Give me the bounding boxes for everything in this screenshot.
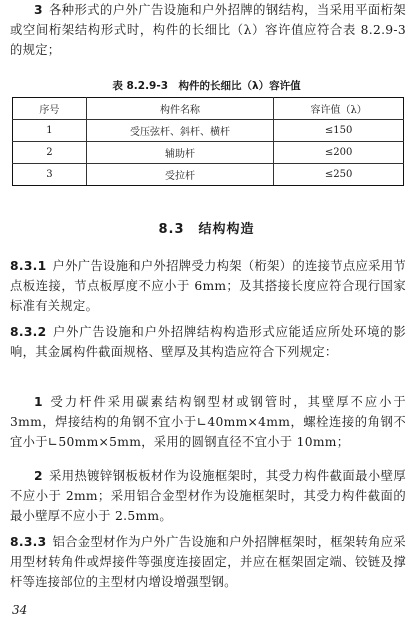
intro-text: 各种形式的户外广告设施和户外招牌的钢结构，当采用平面桁架或空间桁架结构形式时，构件的长细比（λ）容许值应符合表 8.2.9-3 的规定； bbox=[10, 3, 406, 57]
clause-8-3-3 bbox=[10, 532, 406, 592]
row-member-name: 辅助杆 bbox=[86, 142, 273, 164]
header-index: 序号 bbox=[13, 98, 87, 120]
intro-item-number: 3 bbox=[34, 3, 43, 17]
clause-text: 铝合金型材作为户外广告设施和户外招牌框架时，框架转角应采用型材转角件或焊接件等强度连接固定，并应在框架固定端、铰链及撑杆等连接部位的主型材内增设增强型钢。 bbox=[10, 535, 406, 589]
clause-8-3-2 bbox=[10, 322, 406, 362]
header-member-name: 构件名称 bbox=[86, 98, 273, 120]
clause-text: 户外广告设施和户外招牌受力构架（桁架）的连接节点应采用节点板连接，节点板厚度不应小于 6mm；及其搭接长度应符合现行国家标准有关规定。 bbox=[10, 259, 406, 313]
table-header-row bbox=[13, 98, 404, 120]
table-row bbox=[13, 120, 404, 142]
item-text: 采用热镀锌钢板板材作为设施框架时，其受力构件截面最小壁厚不应小于 2mm；采用铝合金型材作为设施框架时，其受力构件截面的最小壁厚不应小于 2.5mm。 bbox=[10, 469, 406, 523]
clause-8-3-1 bbox=[10, 256, 406, 316]
clause-text: 户外广告设施和户外招牌结构构造形式应能适应所处环境的影响，其金属构件截面规格、壁厚及其构造应符合下列规定： bbox=[10, 325, 406, 359]
clause-number: 8.3.3 bbox=[10, 535, 47, 549]
row-member-name: 受拉杆 bbox=[86, 164, 273, 186]
item-text: 受力杆件采用碳素结构钢型材或钢管时，其壁厚不应小于 3mm，焊接结构的角钢不宜小于∟40mm×4mm，螺栓连接的角钢不宜小于∟50mm×5mm，采用的圆钢直径不宜小于 10mm； bbox=[10, 395, 406, 449]
row-allowable-value: ≤150 bbox=[274, 120, 404, 142]
item-number: 1 bbox=[34, 395, 43, 409]
intro-paragraph bbox=[10, 0, 406, 60]
row-allowable-value: ≤250 bbox=[274, 164, 404, 186]
row-index: 2 bbox=[13, 142, 87, 164]
page-number: 34 bbox=[12, 603, 28, 617]
item-number: 2 bbox=[34, 469, 43, 483]
table-row bbox=[13, 142, 404, 164]
row-allowable-value: ≤200 bbox=[274, 142, 404, 164]
clause-number: 8.3.1 bbox=[10, 259, 47, 273]
item-2 bbox=[10, 466, 406, 526]
row-index: 1 bbox=[13, 120, 87, 142]
table-caption: 表 8.2.9-3 构件的长细比（λ）容许值 bbox=[112, 80, 301, 92]
row-member-name: 受压弦杆、斜杆、横杆 bbox=[86, 120, 273, 142]
clause-number: 8.3.2 bbox=[10, 325, 47, 339]
section-heading: 8.3 结构构造 bbox=[158, 222, 255, 237]
header-allowable-value: 容许值（λ） bbox=[274, 98, 404, 120]
row-index: 3 bbox=[13, 164, 87, 186]
item-1 bbox=[10, 392, 406, 452]
slenderness-table bbox=[12, 97, 404, 186]
table-row bbox=[13, 164, 404, 186]
